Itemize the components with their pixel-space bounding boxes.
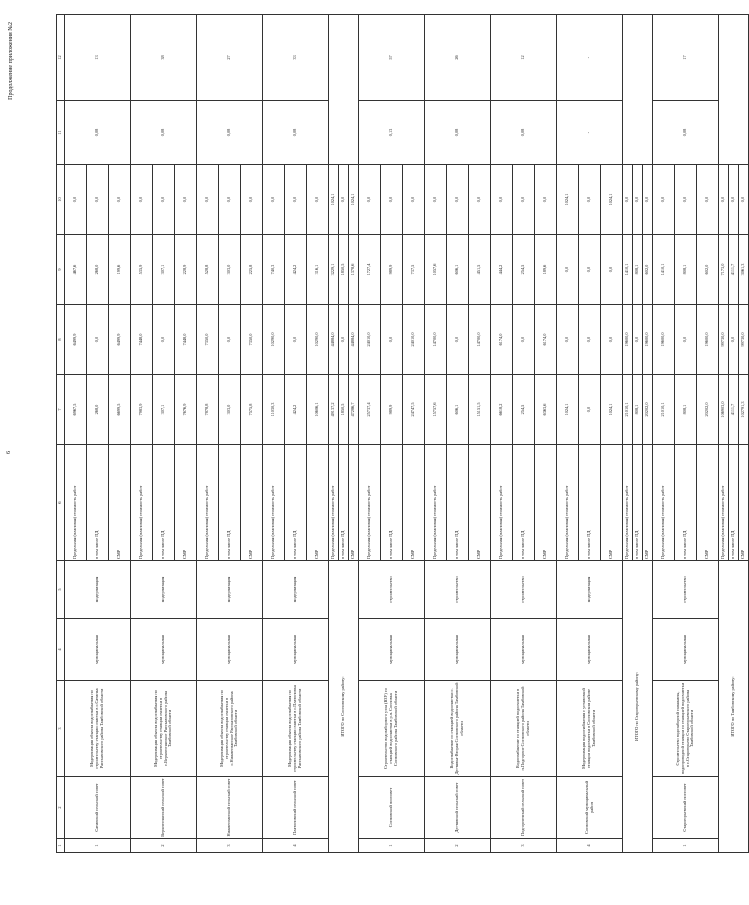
- cost-item-label: СМР: [307, 445, 329, 561]
- cost-value: 0,0: [653, 165, 675, 235]
- cost-value: 7983,9: [131, 375, 153, 445]
- cost-value: 444,2: [491, 235, 513, 305]
- cost-value: 0,0: [339, 305, 349, 375]
- column-12-value: 26: [425, 15, 491, 101]
- cost-value: 0,0: [109, 165, 131, 235]
- cost-value: 0,0: [675, 165, 697, 235]
- cost-item-label: СМР: [175, 445, 197, 561]
- table-row: [263, 15, 285, 853]
- cost-value: 424,2: [285, 375, 307, 445]
- cost-value: 535,9: [131, 235, 153, 305]
- cost-value: 0,0: [447, 165, 469, 235]
- cost-value: 7575,8: [241, 375, 263, 445]
- cost-item-label: Предельная (плановая) стоимость работ: [359, 445, 381, 561]
- cost-value: 0,0: [697, 165, 719, 235]
- ownership-type: муниципальная: [131, 619, 197, 681]
- empty-cell: [623, 15, 653, 165]
- cost-value: 0,0: [729, 305, 739, 375]
- table-row: [425, 15, 447, 853]
- cost-value: 424,2: [285, 235, 307, 305]
- cost-value: 1024,1: [601, 375, 623, 445]
- total-row: [329, 15, 339, 853]
- column-11-value: 0,08: [197, 101, 263, 165]
- cost-item-label: Предельная (плановая) стоимость работ: [719, 445, 729, 561]
- cost-value: 1024,1: [329, 165, 339, 235]
- cost-value: 1378,6: [349, 235, 359, 305]
- cost-value: 7676,9: [175, 375, 197, 445]
- cost-value: 25737,4: [359, 375, 381, 445]
- cost-value: 0,0: [447, 305, 469, 375]
- table-row: [65, 15, 87, 853]
- column-11-value: 0,08: [425, 101, 491, 165]
- cost-value: 1850,5: [339, 375, 349, 445]
- column-11-value: -: [557, 101, 623, 165]
- cost-value: 10290,0: [307, 305, 329, 375]
- cost-value: 21010,1: [623, 375, 633, 445]
- cost-value: 4111,7: [729, 235, 739, 305]
- work-type: модернизация: [65, 561, 131, 619]
- cost-value: 0,0: [285, 165, 307, 235]
- cost-value: 19600,0: [697, 305, 719, 375]
- ownership-type: муниципальная: [491, 619, 557, 681]
- cost-item-label: в том числе ПД: [87, 445, 109, 561]
- cost-value: 0,0: [633, 165, 643, 235]
- cost-value: 7173,0: [719, 235, 729, 305]
- cost-value: 1057,6: [425, 235, 447, 305]
- cost-item-label: в том числе ПД: [729, 445, 739, 561]
- cost-value: 0,0: [601, 305, 623, 375]
- object-name: Модернизация объекта водоснабжения по строительству станции очистки в с.Верхнеспасское Рассказовского района Тамбовской области: [131, 681, 197, 777]
- row-number: 1: [65, 839, 131, 853]
- cost-value: 44884,0: [349, 305, 359, 375]
- cost-value: 106903,0: [719, 375, 729, 445]
- cost-value: 44884,0: [329, 305, 339, 375]
- column-12-value: -: [557, 15, 623, 101]
- table-row: [197, 15, 219, 853]
- cost-item-label: Предельная (плановая) стоимость работ: [491, 445, 513, 561]
- table-row: [131, 15, 153, 853]
- cost-value: 24010,0: [403, 305, 425, 375]
- cost-item-label: Предельная (плановая) стоимость работ: [65, 445, 87, 561]
- cost-value: 0,0: [87, 165, 109, 235]
- column-12-value: 27: [197, 15, 263, 101]
- cost-value: 0,0: [219, 165, 241, 235]
- cost-value: 0,0: [535, 165, 557, 235]
- cost-value: 0,0: [469, 165, 491, 235]
- ownership-type: муниципальная: [263, 619, 329, 681]
- cost-value: 602,0: [697, 235, 719, 305]
- district-total-label: ИТОГО по Тамбовскому району:: [719, 561, 749, 853]
- cost-value: 0,0: [197, 165, 219, 235]
- cost-value: 528,8: [197, 235, 219, 305]
- cost-item-label: СМР: [403, 445, 425, 561]
- cost-value: 606,1: [447, 235, 469, 305]
- cost-value: 0,0: [513, 165, 535, 235]
- cost-value: 4111,7: [729, 375, 739, 445]
- cost-value: 989,9: [381, 235, 403, 305]
- cost-item-label: СМР: [241, 445, 263, 561]
- cost-value: 0,0: [339, 165, 349, 235]
- cost-value: 6967,5: [65, 375, 87, 445]
- table-row: [557, 15, 579, 853]
- settlement-name: Староюрьевский поссовет: [653, 777, 719, 839]
- cost-value: 0,0: [579, 375, 601, 445]
- total-row: [719, 15, 729, 853]
- cost-value: 7448,0: [175, 305, 197, 375]
- column-12-value: 13: [65, 15, 131, 101]
- cost-value: 6174,0: [491, 305, 513, 375]
- cost-value: 0,0: [241, 165, 263, 235]
- settlement-name: Сосновский поссовет: [359, 777, 425, 839]
- row-number: 1: [359, 839, 425, 853]
- column-number: 1: [57, 839, 65, 853]
- cost-value: 49137,2: [329, 375, 339, 445]
- cost-value: 3061,3: [739, 235, 749, 305]
- page-number: 6: [6, 451, 12, 454]
- column-number-row: [57, 15, 65, 853]
- cost-item-label: в том числе ПД: [675, 445, 697, 561]
- work-type: строительство: [425, 561, 491, 619]
- investment-table: [56, 14, 749, 853]
- cost-value: 6363,6: [535, 375, 557, 445]
- column-number: 7: [57, 375, 65, 445]
- cost-value: 740,3: [263, 235, 285, 305]
- cost-item-label: в том числе ПД: [447, 445, 469, 561]
- cost-item-label: СМР: [697, 445, 719, 561]
- cost-value: 737,5: [403, 235, 425, 305]
- settlement-name: Верхнеспасский сельский совет: [131, 777, 197, 839]
- total-row: [623, 15, 633, 853]
- cost-item-label: СМР: [469, 445, 491, 561]
- cost-value: 0,0: [425, 165, 447, 235]
- cost-value: 303,0: [219, 375, 241, 445]
- cost-value: 0,0: [579, 305, 601, 375]
- column-11-value: 0,08: [263, 101, 329, 165]
- work-type: строительство: [653, 561, 719, 619]
- table-row: [359, 15, 381, 853]
- cost-value: 1410,1: [653, 235, 675, 305]
- cost-value: 268,0: [87, 235, 109, 305]
- cost-item-label: Предельная (плановая) стоимость работ: [557, 445, 579, 561]
- cost-item-label: Предельная (плановая) стоимость работ: [425, 445, 447, 561]
- cost-item-label: СМР: [643, 445, 653, 561]
- cost-value: 199,6: [109, 235, 131, 305]
- empty-cell: [329, 15, 359, 165]
- cost-value: 6618,2: [491, 375, 513, 445]
- cost-value: 1410,1: [623, 235, 633, 305]
- cost-item-label: в том числе ПД: [339, 445, 349, 561]
- column-11-value: 0,08: [65, 101, 131, 165]
- cost-value: 467,6: [65, 235, 87, 305]
- work-type: модернизация: [557, 561, 623, 619]
- cost-value: 99730,0: [739, 305, 749, 375]
- column-12-value: 57: [359, 15, 425, 101]
- cost-value: 0,0: [153, 165, 175, 235]
- cost-value: 451,5: [469, 235, 491, 305]
- cost-value: 0,0: [65, 165, 87, 235]
- cost-value: 0,0: [557, 305, 579, 375]
- object-name: Строительство водозаборного узла (ВЗУ) со станцией водоочистки в р.п. Сосновка Сосновского района Тамбовской области: [359, 681, 425, 777]
- cost-value: 99730,0: [719, 305, 729, 375]
- cost-value: 0,0: [513, 305, 535, 375]
- row-number: 4: [263, 839, 329, 853]
- cost-value: 0,0: [719, 165, 729, 235]
- cost-value: 268,0: [87, 375, 109, 445]
- row-number: 4: [557, 839, 623, 853]
- cost-value: 316,1: [307, 235, 329, 305]
- cost-value: 15151,5: [469, 375, 491, 445]
- row-number: 1: [653, 839, 719, 853]
- ownership-type: муниципальная: [653, 619, 719, 681]
- cost-value: 20202,0: [643, 375, 653, 445]
- cost-value: 24747,5: [403, 375, 425, 445]
- cost-item-label: Предельная (плановая) стоимость работ: [329, 445, 339, 561]
- cost-value: 0,0: [87, 305, 109, 375]
- cost-item-label: в том числе ПД: [579, 445, 601, 561]
- table-row: [491, 15, 513, 853]
- object-name: Модернизация объекта водоснабжения по строительству станции очистки в с.Нижнеспасское Рассказовского района Тамбовской области: [197, 681, 263, 777]
- settlement-name: Нижнеспасский сельский совет: [197, 777, 263, 839]
- empty-cell: [719, 15, 749, 165]
- cost-item-label: СМР: [109, 445, 131, 561]
- cost-item-label: в том числе ПД: [513, 445, 535, 561]
- cost-item-label: Предельная (плановая) стоимость работ: [263, 445, 285, 561]
- row-number: 2: [425, 839, 491, 853]
- cost-item-label: в том числе ПД: [285, 445, 307, 561]
- cost-item-label: СМР: [739, 445, 749, 561]
- cost-value: 808,1: [675, 235, 697, 305]
- work-type: модернизация: [131, 561, 197, 619]
- cost-value: 0,0: [359, 165, 381, 235]
- cost-item-label: в том числе ПД: [153, 445, 175, 561]
- cost-value: 0,0: [219, 305, 241, 375]
- ownership-type: муниципальная: [197, 619, 263, 681]
- cost-item-label: СМР: [535, 445, 557, 561]
- cost-value: 6499,9: [65, 305, 87, 375]
- cost-value: 225,8: [241, 235, 263, 305]
- cost-value: 102791,3: [739, 375, 749, 445]
- cost-value: 1024,1: [557, 375, 579, 445]
- cost-item-label: в том числе ПД: [219, 445, 241, 561]
- cost-value: 19600,0: [653, 305, 675, 375]
- cost-value: 10606,1: [307, 375, 329, 445]
- table-row: [653, 15, 675, 853]
- cost-item-label: СМР: [349, 445, 359, 561]
- appendix-caption: Продолжение приложения №2: [8, 22, 14, 100]
- column-number: 12: [57, 15, 65, 101]
- settlement-name: Сосновский муниципальный район: [557, 777, 623, 839]
- column-number: 6: [57, 445, 65, 561]
- cost-value: 0,0: [285, 305, 307, 375]
- cost-value: 21010,1: [653, 375, 675, 445]
- cost-value: 0,0: [739, 165, 749, 235]
- cost-value: 1024,1: [349, 165, 359, 235]
- cost-value: 0,0: [381, 305, 403, 375]
- cost-value: 0,0: [675, 305, 697, 375]
- row-number: 3: [197, 839, 263, 853]
- object-name: Модернизация объекта водоснабжения по строительству станции очистки в с.Сатинка Рассказовского района Тамбовской области: [65, 681, 131, 777]
- cost-value: 20202,0: [697, 375, 719, 445]
- cost-value: 602,0: [643, 235, 653, 305]
- cost-value: 0,0: [557, 235, 579, 305]
- work-type: строительство: [359, 561, 425, 619]
- cost-value: 606,1: [447, 375, 469, 445]
- cost-value: 0,0: [131, 165, 153, 235]
- cost-value: 0,0: [381, 165, 403, 235]
- cost-value: 0,0: [633, 305, 643, 375]
- cost-value: 228,9: [175, 235, 197, 305]
- cost-item-label: в том числе ПД: [381, 445, 403, 561]
- cost-value: 1850,5: [339, 235, 349, 305]
- cost-value: 24010,0: [359, 305, 381, 375]
- cost-value: 19600,0: [623, 305, 633, 375]
- cost-value: 808,1: [633, 375, 643, 445]
- column-11-value: 0,08: [653, 101, 719, 165]
- cost-item-label: Предельная (плановая) стоимость работ: [197, 445, 219, 561]
- column-number: 2: [57, 777, 65, 839]
- object-name: Водоснабжение со станцией водоочистки с. Дегтянка-Вторая Сосновского района Тамбовской области: [425, 681, 491, 777]
- cost-value: 1727,4: [359, 235, 381, 305]
- column-12-value: 38: [131, 15, 197, 101]
- cost-value: 3229,1: [329, 235, 339, 305]
- cost-value: 254,5: [513, 375, 535, 445]
- cost-value: 0,0: [643, 165, 653, 235]
- cost-value: 1024,1: [557, 165, 579, 235]
- settlement-name: Дегтянский сельский совет: [425, 777, 491, 839]
- cost-value: 6174,0: [535, 305, 557, 375]
- column-12-value: 12: [491, 15, 557, 101]
- cost-value: 307,1: [153, 375, 175, 445]
- column-number: 11: [57, 101, 65, 165]
- cost-value: 189,6: [535, 235, 557, 305]
- cost-value: 0,0: [729, 165, 739, 235]
- cost-item-label: СМР: [601, 445, 623, 561]
- cost-value: 0,0: [307, 165, 329, 235]
- cost-value: 10290,0: [263, 305, 285, 375]
- row-number: 3: [491, 839, 557, 853]
- column-number: 4: [57, 619, 65, 681]
- column-12-value: 33: [263, 15, 329, 101]
- column-12-value: 17: [653, 15, 719, 101]
- column-11-value: 0,08: [491, 101, 557, 165]
- cost-item-label: Предельная (плановая) стоимость работ: [131, 445, 153, 561]
- cost-value: 0,0: [263, 165, 285, 235]
- cost-value: 0,0: [153, 305, 175, 375]
- cost-value: 0,0: [623, 165, 633, 235]
- cost-value: 254,5: [513, 235, 535, 305]
- cost-value: 47286,7: [349, 375, 359, 445]
- cost-value: 808,1: [633, 235, 643, 305]
- cost-value: 7878,8: [197, 375, 219, 445]
- column-number: 9: [57, 235, 65, 305]
- cost-value: 11030,3: [263, 375, 285, 445]
- cost-value: 7350,0: [241, 305, 263, 375]
- object-name: Модернизация объекта водоснабжения по строительству станции очистки в с.Платоновка Рассказовского района Тамбовской области: [263, 681, 329, 777]
- cost-value: 6699,5: [109, 375, 131, 445]
- cost-value: 989,9: [381, 375, 403, 445]
- object-name: Строительство водозаборной скважины, водопроводной станции со станцией водоочистки в с.Староюрьево Староюрьевского района Тамбовской области: [653, 681, 719, 777]
- cost-value: 7448,0: [131, 305, 153, 375]
- cost-value: 0,0: [601, 235, 623, 305]
- settlement-name: Сатинский сельский совет: [65, 777, 131, 839]
- work-type: модернизация: [197, 561, 263, 619]
- work-type: модернизация: [263, 561, 329, 619]
- ownership-type: муниципальная: [65, 619, 131, 681]
- column-number: 8: [57, 305, 65, 375]
- cost-value: 14700,0: [469, 305, 491, 375]
- cost-value: 808,1: [675, 375, 697, 445]
- cost-item-label: Предельная (плановая) стоимость работ: [623, 445, 633, 561]
- work-type: строительство: [491, 561, 557, 619]
- column-11-value: 0,13: [359, 101, 425, 165]
- ownership-type: муниципальная: [359, 619, 425, 681]
- cost-value: 1024,1: [601, 165, 623, 235]
- district-total-label: ИТОГО по Староюрьевскому району:: [623, 561, 653, 853]
- cost-value: 0,0: [579, 235, 601, 305]
- cost-value: 303,0: [219, 235, 241, 305]
- ownership-type: муниципальная: [425, 619, 491, 681]
- district-total-label: ИТОГО по Сосновскому району:: [329, 561, 359, 853]
- cost-value: 0,0: [579, 165, 601, 235]
- column-number: 10: [57, 165, 65, 235]
- object-name: Водоснабжение со станцией водоочистки в п.Подгорное Сосновского района Тамбовской области: [491, 681, 557, 777]
- cost-item-label: в том числе ПД: [633, 445, 643, 561]
- cost-value: 15757,6: [425, 375, 447, 445]
- row-number: 2: [131, 839, 197, 853]
- cost-value: 307,1: [153, 235, 175, 305]
- object-name: Модернизация водоснабжения с установкой станции водоочистки в Сосновском районе Тамбовской области: [557, 681, 623, 777]
- column-11-value: 0,08: [131, 101, 197, 165]
- settlement-name: Платоновский сельский совет: [263, 777, 329, 839]
- cost-item-label: Предельная (плановая) стоимость работ: [653, 445, 675, 561]
- column-number: 3: [57, 681, 65, 777]
- cost-value: 0,0: [403, 165, 425, 235]
- cost-value: 7350,0: [197, 305, 219, 375]
- cost-value: 0,0: [175, 165, 197, 235]
- cost-value: 0,0: [491, 165, 513, 235]
- cost-value: 19600,0: [643, 305, 653, 375]
- settlement-name: Подгорненский сельский совет: [491, 777, 557, 839]
- cost-value: 14700,0: [425, 305, 447, 375]
- ownership-type: муниципальная: [557, 619, 623, 681]
- column-number: 5: [57, 561, 65, 619]
- cost-value: 6499,9: [109, 305, 131, 375]
